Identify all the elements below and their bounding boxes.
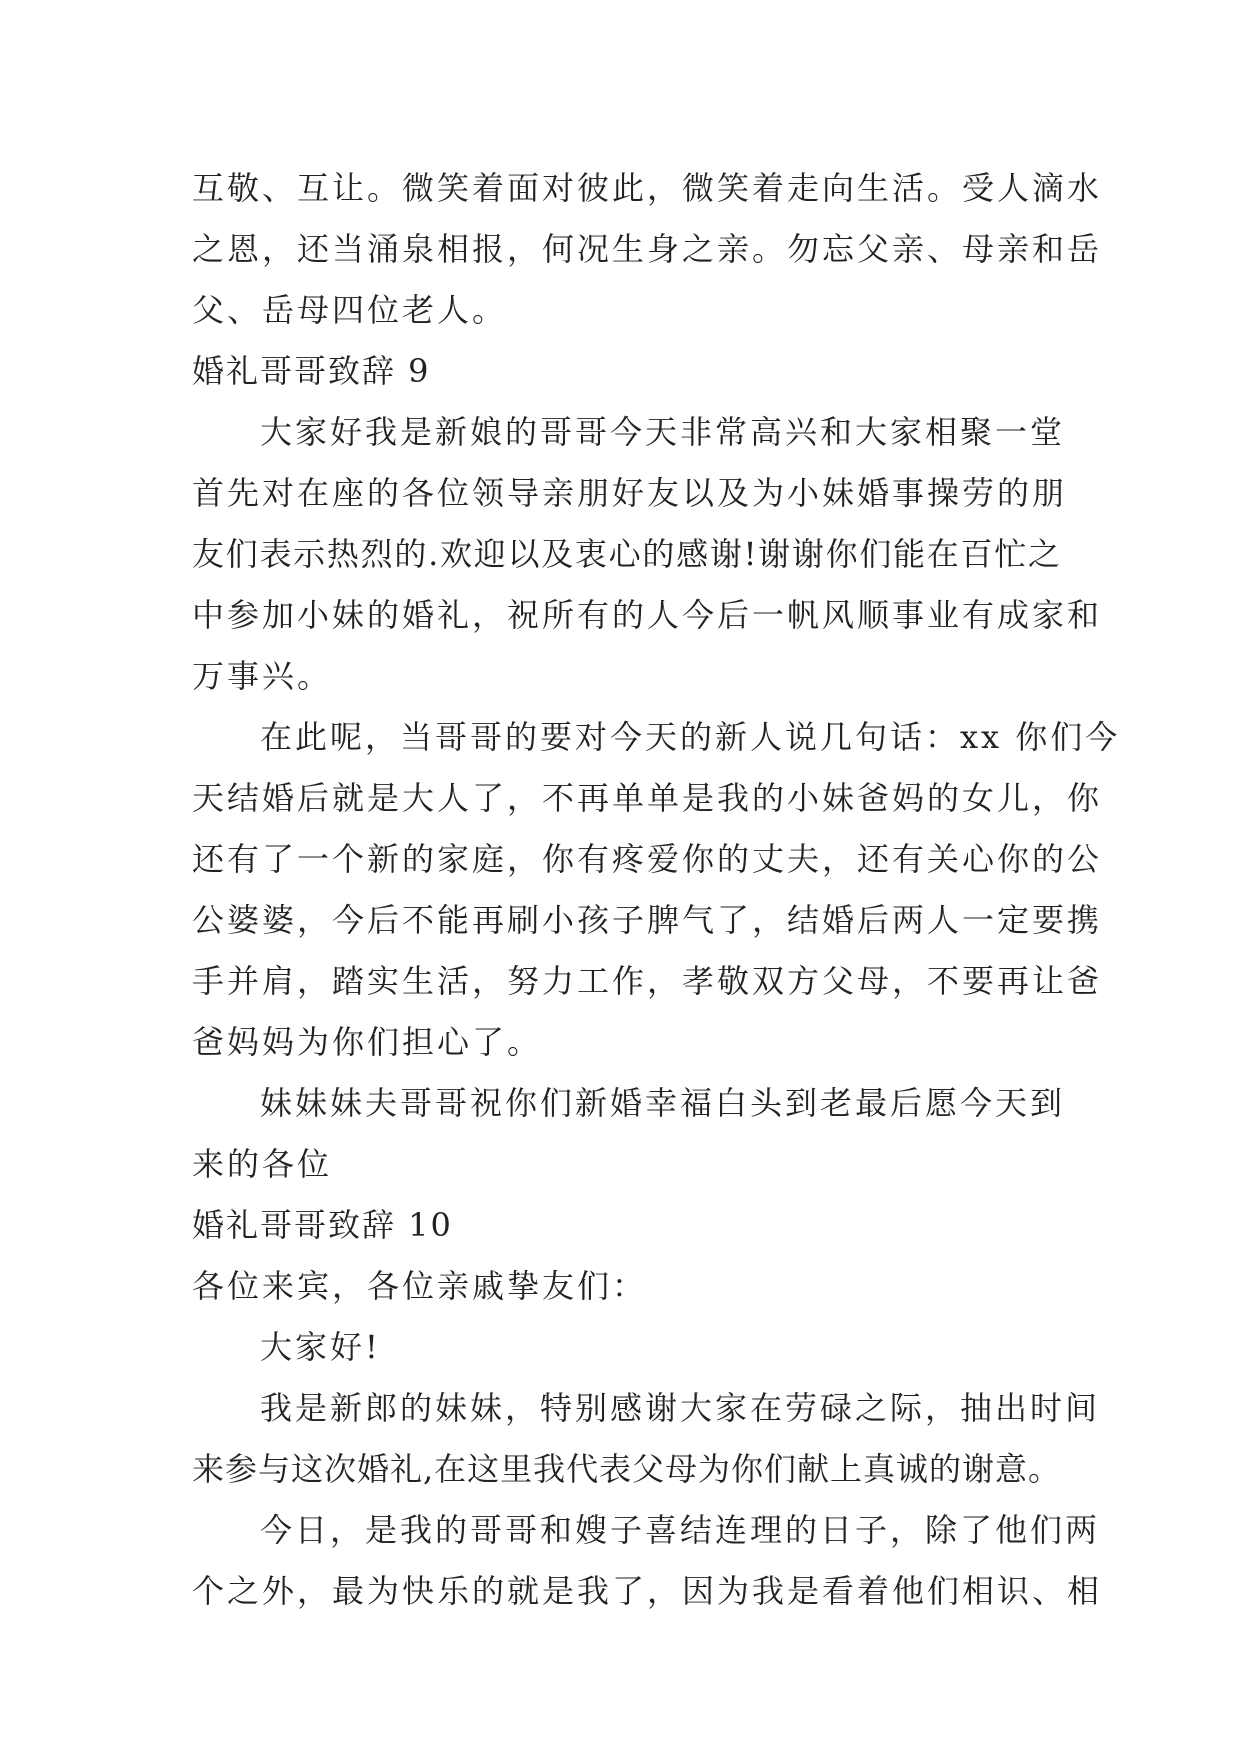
paragraph-line: 在此呢，当哥哥的要对今天的新人说几句话：xx 你们今: [260, 718, 1121, 756]
greeting-line: 大家好!: [260, 1328, 381, 1366]
paragraph-line: 还有了一个新的家庭，你有疼爱你的丈夫，还有关心你的公: [192, 840, 1103, 878]
paragraph-line: 大家好我是新娘的哥哥今天非常高兴和大家相聚一堂: [260, 413, 1066, 451]
document-body: [192, 158, 1121, 1622]
paragraph-line: 妹妹妹夫哥哥祝你们新婚幸福白头到老最后愿今天到: [260, 1084, 1066, 1122]
paragraph-line: 我是新郎的妹妹，特别感谢大家在劳碌之际，抽出时间: [260, 1389, 1101, 1427]
section-heading-9: 婚礼哥哥致辞 9: [192, 352, 431, 390]
paragraph-line: 手并肩，踏实生活，努力工作，孝敬双方父母，不要再让爸: [192, 962, 1103, 1000]
paragraph-line: 公婆婆，今后不能再刷小孩子脾气了，结婚后两人一定要携: [192, 901, 1103, 939]
paragraph-line: 爸妈妈为你们担心了。: [192, 1023, 543, 1061]
paragraph-line: 来参与这次婚礼,在这里我代表父母为你们献上真诚的谢意。: [192, 1450, 1060, 1488]
paragraph-line: 万事兴。: [192, 657, 333, 695]
paragraph-line: 父、岳母四位老人。: [192, 291, 508, 329]
paragraph-line: 互敬、互让。微笑着面对彼此，微笑着走向生活。受人滴水: [192, 169, 1103, 207]
paragraph-line: 今日，是我的哥哥和嫂子喜结连理的日子，除了他们两: [260, 1511, 1101, 1549]
paragraph-line: 首先对在座的各位领导亲朋好友以及为小妹婚事操劳的朋: [192, 474, 1068, 512]
paragraph-line: 来的各位: [192, 1145, 333, 1183]
paragraph-line: 之恩，还当涌泉相报，何况生身之亲。勿忘父亲、母亲和岳: [192, 230, 1103, 268]
paragraph-line: 中参加小妹的婚礼，祝所有的人今后一帆风顺事业有成家和: [192, 596, 1103, 634]
paragraph-line: 天结婚后就是大人了，不再单单是我的小妹爸妈的女儿，你: [192, 779, 1103, 817]
section-heading-10: 婚礼哥哥致辞 10: [192, 1206, 453, 1244]
paragraph-line: 友们表示热烈的.欢迎以及衷心的感谢!谢谢你们能在百忙之: [192, 535, 1060, 573]
paragraph-line: 个之外，最为快乐的就是我了，因为我是看着他们相识、相: [192, 1572, 1103, 1610]
salutation-line: 各位来宾，各位亲戚挚友们：: [192, 1267, 648, 1305]
